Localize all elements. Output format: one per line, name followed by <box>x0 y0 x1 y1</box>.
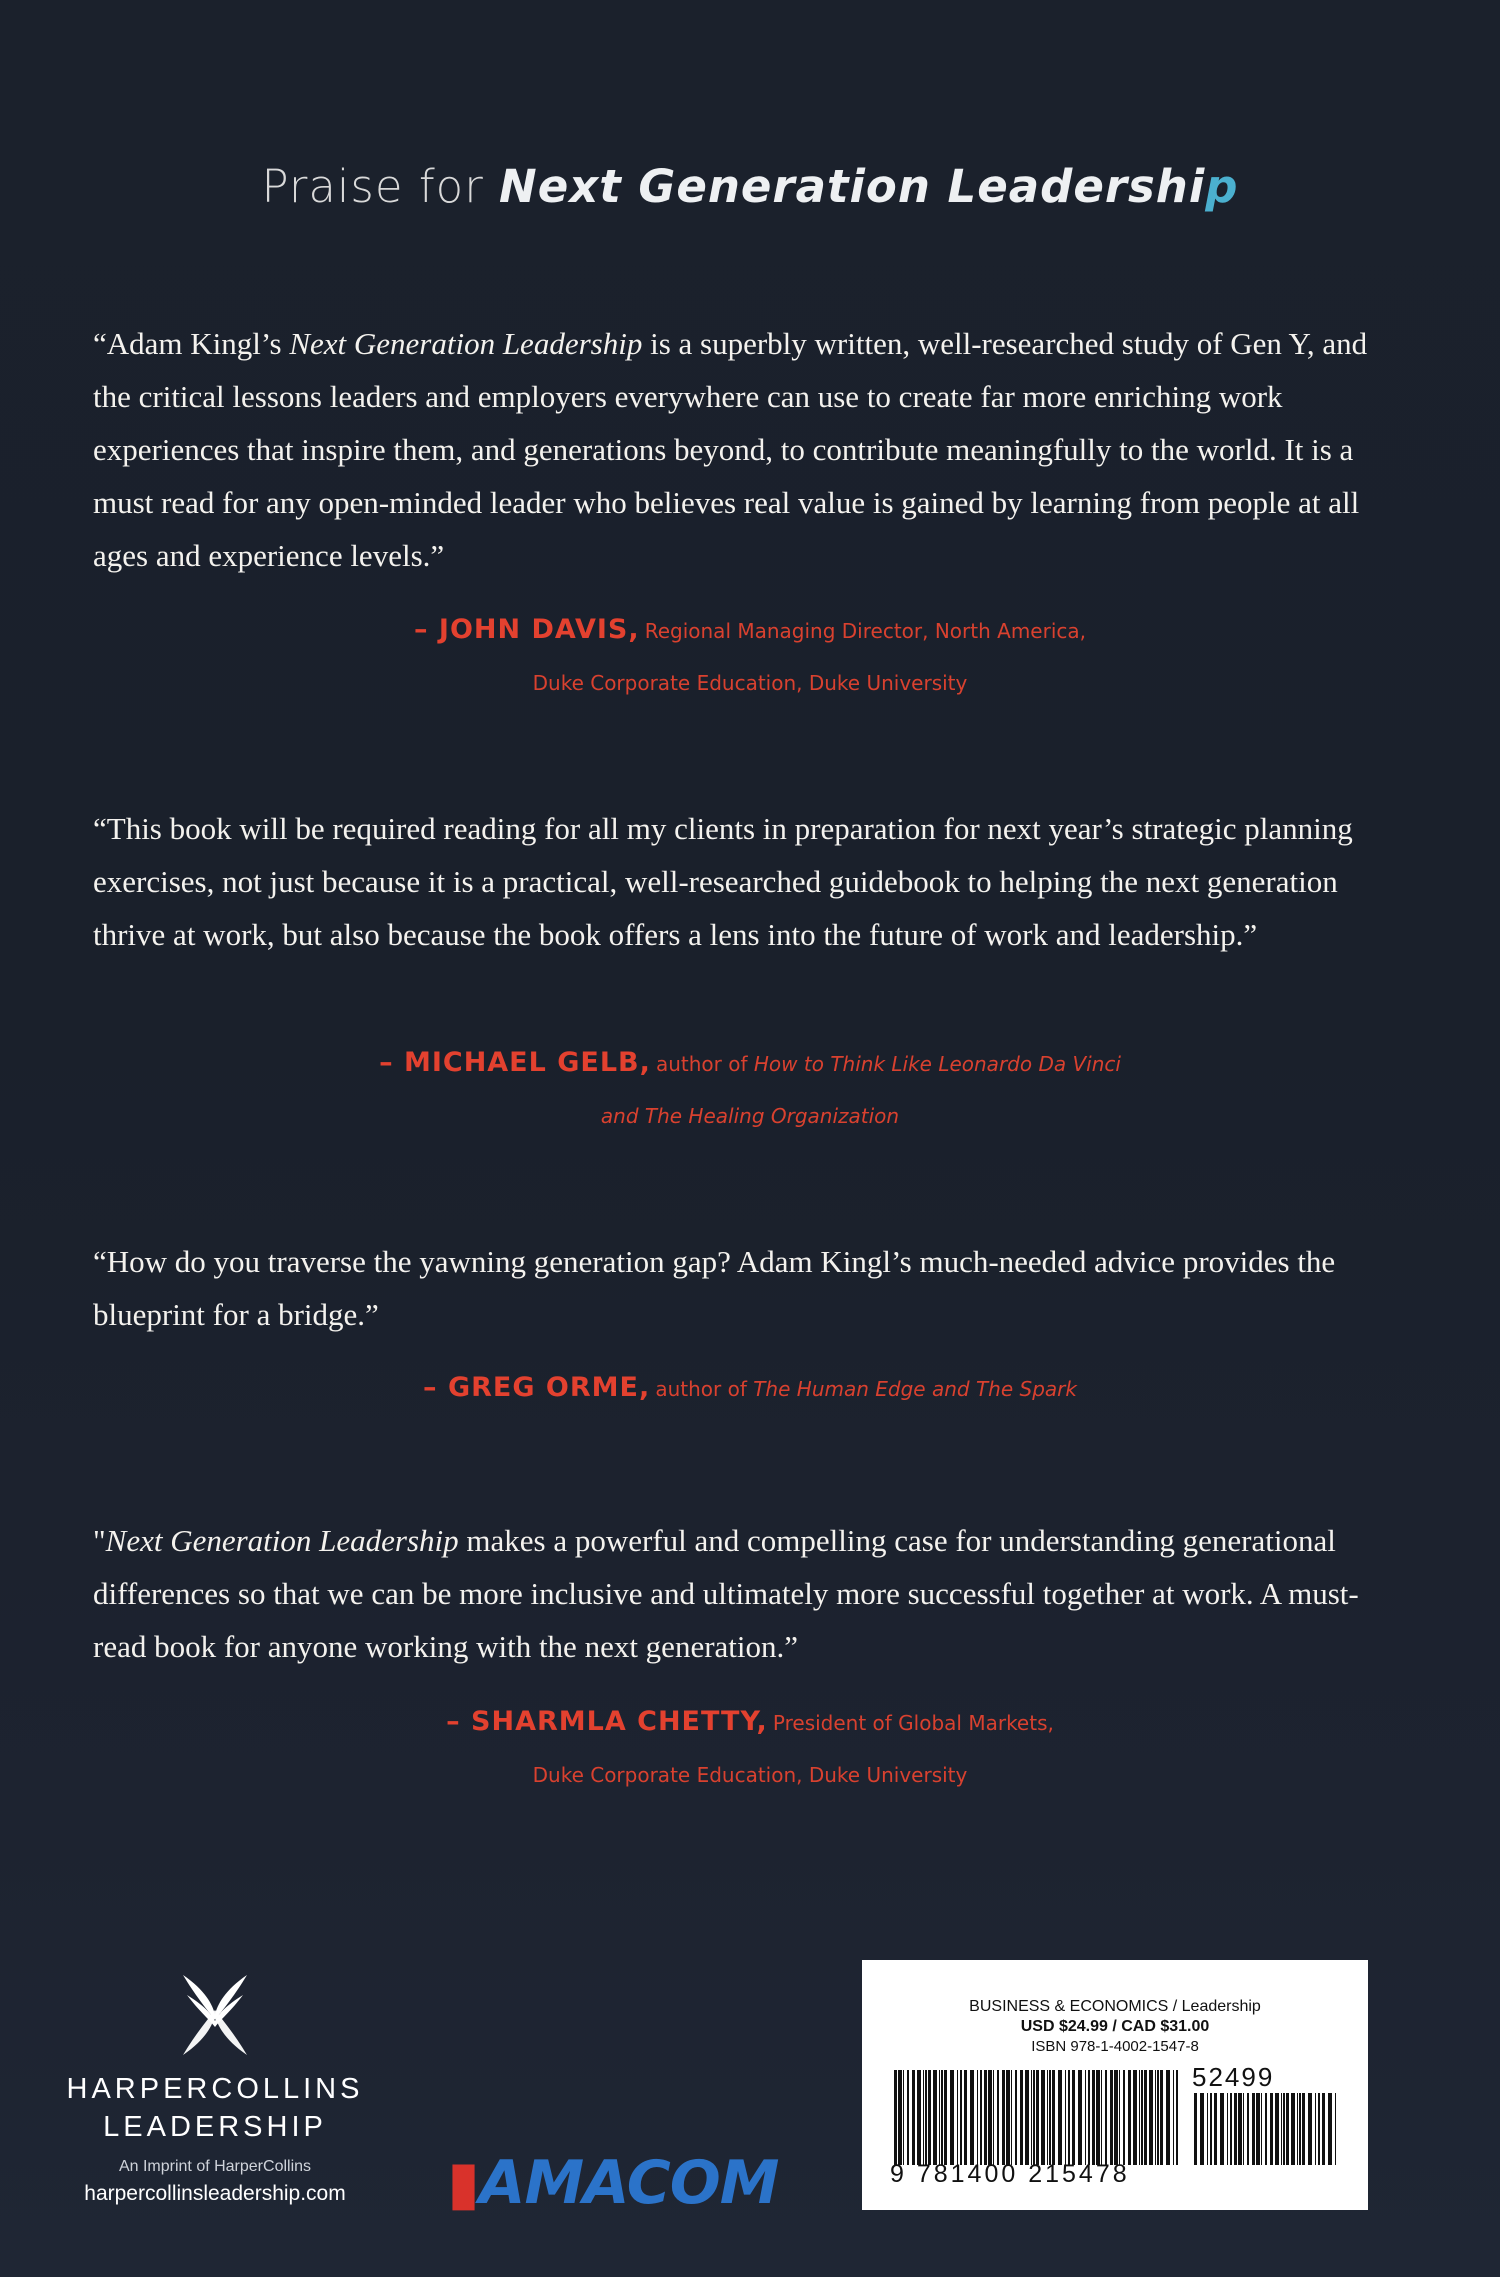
heading-book-title-accent: p <box>1205 160 1239 213</box>
barcode-bar <box>1291 2093 1295 2165</box>
attribution-book-title: The Healing Organization <box>644 1104 900 1128</box>
barcode-bar <box>1166 2070 1170 2165</box>
barcode-bar <box>980 2070 982 2165</box>
quote-book-title: Next Generation Leadership <box>105 1523 459 1558</box>
attribution-book-title: The Human Edge <box>753 1377 926 1401</box>
quote-sharmla-chetty <box>93 1514 1393 1673</box>
barcode-bar <box>1252 2093 1255 2165</box>
barcode-bar <box>1006 2070 1010 2165</box>
barcode-bar <box>1092 2070 1095 2165</box>
barcode-bar <box>1299 2093 1301 2165</box>
barcode-bar <box>1133 2070 1137 2165</box>
barcode-bar <box>1049 2070 1051 2165</box>
barcode-bar <box>1243 2093 1244 2165</box>
barcode-bar <box>923 2070 924 2165</box>
barcode-bar <box>993 2070 994 2165</box>
heading-book-title: Next Generation Leadershi <box>499 160 1206 213</box>
publisher-subname: LEADERSHIP <box>103 2111 327 2143</box>
barcode-bar <box>1088 2070 1090 2165</box>
barcode-bar <box>1265 2093 1267 2165</box>
barcode-bar <box>1025 2070 1029 2165</box>
barcode-bar <box>1176 2070 1178 2165</box>
barcode-bar <box>1011 2070 1012 2165</box>
publisher-imprint: An Imprint of HarperCollins <box>118 2158 312 2175</box>
barcode-bar <box>984 2070 987 2165</box>
barcode-bar <box>1297 2093 1298 2165</box>
barcode-bar <box>1085 2070 1086 2165</box>
quote-open: “Adam Kingl’s <box>93 326 290 361</box>
barcode-bar <box>1036 2070 1039 2165</box>
barcode-bar <box>939 2070 940 2165</box>
barcode-bar <box>1281 2093 1282 2165</box>
attribution-conjunction: and <box>925 1377 976 1401</box>
quote-text: “How do you traverse the yawning generation gap? Adam Kingl’s much-needed advice provides the blueprint for a bridge.” <box>93 1244 1336 1332</box>
quote-text: “This book will be required reading for all my clients in preparation for next year’s strategic planning exercises, not just because it is a practical, well-researched guidebook to helping the next generation thrive at work, but also because the book offers a lens into the future of work and leadership.” <box>93 811 1353 952</box>
attribution-michael-gelb <box>0 1038 1500 1143</box>
barcode-bar <box>960 2070 962 2165</box>
barcode-bar <box>1052 2070 1055 2165</box>
barcode-bar <box>933 2070 937 2165</box>
publisher-name: HARPERCOLLINS <box>66 2073 364 2105</box>
barcode-bar <box>1068 2070 1070 2165</box>
barcode-bar <box>1155 2070 1156 2165</box>
amacom-logo-mark: ▮ <box>447 2148 480 2218</box>
barcode-bar <box>1207 2093 1208 2165</box>
barcode-bar <box>1078 2070 1082 2165</box>
quote-john-davis <box>93 317 1393 582</box>
barcode-bar <box>1160 2070 1163 2165</box>
barcode-bar <box>1002 2070 1005 2165</box>
attribution-affiliation: Duke Corporate Education, Duke University <box>532 671 968 695</box>
barcode-bar <box>1194 2093 1197 2165</box>
barcode-bar <box>1110 2070 1113 2165</box>
attribution-sharmla-chetty <box>0 1697 1500 1800</box>
barcode-bar <box>1128 2070 1131 2165</box>
barcode-bar <box>1101 2070 1102 2165</box>
barcode-bar <box>1308 2093 1312 2165</box>
barcode-bar <box>970 2070 974 2165</box>
barcode-bar <box>1065 2070 1066 2165</box>
barcode-bar <box>1335 2093 1336 2165</box>
barcode-bar <box>941 2070 943 2165</box>
praise-heading <box>0 160 1500 213</box>
barcode-bar <box>1144 2070 1147 2165</box>
barcode-bar <box>1210 2093 1212 2165</box>
barcode-bar <box>1328 2093 1332 2165</box>
harpercollins-logo-icon <box>165 1965 265 2065</box>
barcode-bar <box>1119 2070 1120 2165</box>
barcode-isbn: ISBN 978-1-4002-1547-8 <box>1031 2038 1199 2055</box>
barcode-bar <box>1141 2070 1143 2165</box>
attribution-role-prefix: and <box>600 1104 645 1128</box>
barcode-bar <box>907 2070 909 2165</box>
barcode-price-code: 52499 <box>1192 2062 1275 2092</box>
barcode-bar <box>997 2070 999 2165</box>
attribution-role-prefix: author of <box>655 1052 754 1076</box>
barcode-bar <box>928 2070 931 2165</box>
barcode-bar <box>1318 2093 1320 2165</box>
amacom-logo <box>447 2148 779 2218</box>
barcode-bar <box>917 2070 921 2165</box>
barcode-bar <box>1200 2093 1204 2165</box>
attribution-name: – GREG ORME, <box>423 1372 651 1403</box>
barcode-bar <box>957 2070 958 2165</box>
barcode-bar <box>894 2070 897 2165</box>
barcode-bar <box>1123 2070 1125 2165</box>
attribution-role: President of Global Markets, <box>772 1711 1054 1735</box>
barcode-bar <box>1114 2070 1118 2165</box>
barcode-bar <box>1283 2093 1285 2165</box>
barcode-price: USD $24.99 / CAD $31.00 <box>1020 2018 1210 2035</box>
barcode-bar <box>1047 2070 1048 2165</box>
attribution-book-title: How to Think Like Leonardo Da Vinci <box>753 1052 1121 1076</box>
barcode-bar <box>1173 2070 1174 2165</box>
attribution-name: – MICHAEL GELB, <box>379 1047 651 1078</box>
barcode-bar <box>1096 2070 1100 2165</box>
barcode-bar <box>1261 2093 1262 2165</box>
barcode-digits: 9 781400 215478 <box>890 2160 1130 2188</box>
barcode-bar <box>1270 2093 1273 2165</box>
barcode-bar <box>1015 2070 1017 2165</box>
attribution-role: Regional Managing Director, North America, <box>644 619 1086 643</box>
barcode-bar <box>1256 2093 1260 2165</box>
barcode-bar <box>903 2070 904 2165</box>
barcode-bar <box>944 2070 947 2165</box>
quote-text: is a superbly written, well-researched study of Gen Y, and the critical lessons leaders and employers everywhere can use to create far more enriching work experiences that inspire them, and generations beyond, to contribute meaningfully to the world. It is a must read for any open-minded leader who believes real value is gained by learning from people at all ages and experience levels.” <box>93 326 1368 573</box>
quote-greg-orme <box>93 1235 1393 1341</box>
attribution-john-davis <box>0 605 1500 708</box>
quote-open: " <box>93 1523 106 1558</box>
attribution-role-prefix: author of <box>655 1377 754 1401</box>
barcode-bar <box>950 2070 954 2165</box>
barcode-bar <box>988 2070 992 2165</box>
publisher-block <box>60 1965 370 2206</box>
barcode-bar <box>1041 2070 1045 2165</box>
barcode-bar <box>977 2070 978 2165</box>
barcode-bar <box>1275 2093 1279 2165</box>
isbn-barcode <box>892 2070 1182 2165</box>
barcode-bar <box>1020 2070 1023 2165</box>
quote-book-title: Next Generation Leadership <box>289 326 643 361</box>
barcode-label <box>862 1960 1368 2210</box>
barcode-bar <box>912 2070 915 2165</box>
barcode-bar <box>1157 2070 1159 2165</box>
barcode-bar <box>964 2070 967 2165</box>
barcode-bar <box>1072 2070 1075 2165</box>
barcode-bar <box>1105 2070 1107 2165</box>
heading-prefix: Praise for <box>261 160 500 213</box>
quote-michael-gelb <box>93 802 1393 961</box>
barcode-bar <box>1139 2070 1140 2165</box>
attribution-affiliation: Duke Corporate Education, Duke University <box>532 1763 968 1787</box>
barcode-bar <box>1220 2093 1224 2165</box>
barcode-bar <box>1058 2070 1062 2165</box>
barcode-bar <box>1286 2093 1289 2165</box>
attribution-name: – JOHN DAVIS, <box>414 614 640 645</box>
barcode-bar <box>1033 2070 1035 2165</box>
barcode-category: BUSINESS & ECONOMICS / Leadership <box>969 1998 1261 2015</box>
barcode-bar <box>1234 2093 1237 2165</box>
attribution-name: – SHARMLA CHETTY, <box>446 1706 768 1737</box>
attribution-greg-orme <box>0 1363 1500 1416</box>
barcode-bar <box>1214 2093 1217 2165</box>
barcode-bar <box>1230 2093 1232 2165</box>
barcode-bar <box>1227 2093 1228 2165</box>
publisher-url[interactable]: harpercollinsleadership.com <box>84 2182 346 2205</box>
barcode-bar <box>1238 2093 1242 2165</box>
quote-text: makes a powerful and compelling case for understanding generational differences so that we can be more inclusive and ultimately more successful together at work. A must-read book for anyone working with the next generation.” <box>93 1523 1359 1664</box>
amacom-logo-text: AMACOM <box>479 2148 779 2218</box>
attribution-book-title: The Spark <box>975 1377 1077 1401</box>
barcode-bar <box>1247 2093 1249 2165</box>
barcode-bar <box>898 2070 902 2165</box>
price-barcode <box>1192 2093 1342 2165</box>
barcode-bar <box>1149 2070 1153 2165</box>
barcode-bar <box>1031 2070 1032 2165</box>
barcode-bar <box>1322 2093 1325 2165</box>
barcode-bar <box>1315 2093 1316 2165</box>
barcode-bar <box>925 2070 927 2165</box>
barcode-bar <box>1302 2093 1305 2165</box>
